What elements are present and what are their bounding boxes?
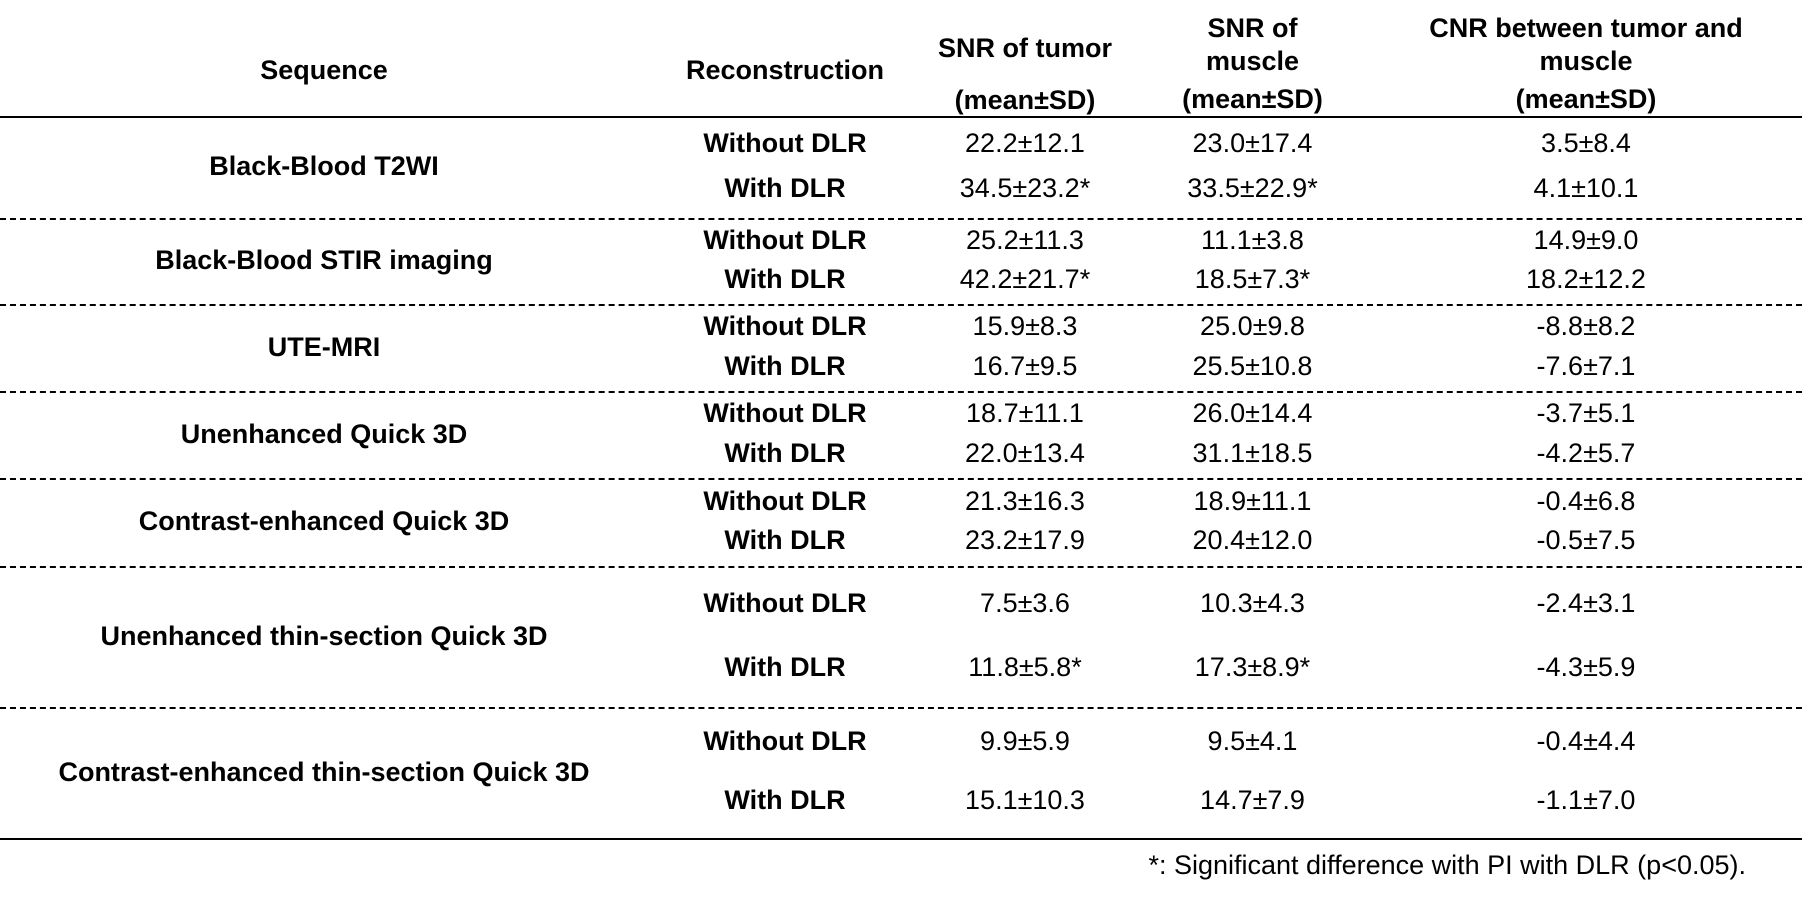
sequence-cell: Unenhanced Quick 3D — [180, 418, 468, 449]
reconstruction-cell: With DLR — [724, 437, 846, 468]
header-cnr-line2: muscle — [1539, 46, 1633, 76]
cnr-cell: -4.3±5.9 — [1536, 651, 1636, 682]
snr-muscle-cell: 18.9±11.1 — [1193, 485, 1312, 516]
header-cnr-line3: (mean±SD) — [1515, 84, 1657, 114]
snr-muscle-cell: 14.7±7.9 — [1200, 785, 1305, 816]
cnr-cell: 14.9±9.0 — [1533, 225, 1639, 256]
reconstruction-cell: Without DLR — [703, 311, 867, 342]
reconstruction-cell: Without DLR — [703, 485, 867, 516]
sequence-cell: Unenhanced thin-section Quick 3D — [100, 620, 548, 651]
header-snr-muscle-line1: SNR of — [1207, 13, 1298, 43]
snr-tumor-cell: 21.3±16.3 — [965, 485, 1085, 516]
snr-muscle-cell: 11.1±3.8 — [1201, 225, 1304, 256]
group-divider — [0, 566, 1802, 568]
snr-tumor-cell: 15.9±8.3 — [972, 311, 1078, 342]
cnr-cell: -0.4±4.4 — [1536, 726, 1636, 757]
reconstruction-cell: With DLR — [724, 525, 846, 556]
snr-tumor-cell: 9.9±5.9 — [980, 726, 1070, 757]
header-cnr — [1370, 12, 1802, 116]
snr-tumor-cell: 7.5±3.6 — [980, 588, 1070, 619]
sequence-cell: Black-Blood STIR imaging — [155, 245, 493, 275]
snr-muscle-cell: 26.0±14.4 — [1192, 398, 1313, 429]
group-divider — [0, 218, 1802, 220]
snr-tumor-cell: 11.8±5.8* — [968, 651, 1082, 682]
reconstruction-cell: With DLR — [724, 785, 846, 816]
cnr-cell: 18.2±12.2 — [1526, 263, 1646, 294]
cnr-cell: -8.8±8.2 — [1536, 311, 1636, 342]
bottom-rule — [0, 838, 1802, 840]
cnr-cell: 4.1±10.1 — [1533, 173, 1639, 204]
snr-tumor-cell: 18.7±11.1 — [966, 398, 1084, 429]
header-snr-muscle-line2: muscle — [1205, 46, 1300, 76]
snr-tumor-cell: 42.2±21.7* — [959, 263, 1091, 294]
cnr-cell: 3.5±8.4 — [1541, 127, 1631, 158]
reconstruction-cell: With DLR — [724, 263, 846, 294]
reconstruction-cell: Without DLR — [703, 726, 867, 757]
cnr-cell: -0.4±6.8 — [1536, 485, 1636, 516]
cnr-cell: -0.5±7.5 — [1536, 525, 1636, 556]
snr-muscle-cell: 25.0±9.8 — [1200, 311, 1305, 342]
cnr-cell: -2.4±3.1 — [1536, 588, 1636, 619]
header-sequence: Sequence — [260, 55, 388, 85]
reconstruction-cell: With DLR — [724, 350, 846, 381]
header-snr-tumor-line2: (mean±SD) — [954, 85, 1096, 115]
reconstruction-cell: Without DLR — [703, 225, 867, 256]
snr-muscle-cell: 23.0±17.4 — [1192, 127, 1313, 158]
header-snr-tumor — [915, 32, 1135, 117]
snr-tumor-cell: 23.2±17.9 — [965, 525, 1085, 556]
header-snr-tumor-line1: SNR of tumor — [938, 33, 1112, 63]
header-snr-muscle — [1135, 12, 1370, 116]
snr-muscle-cell: 17.3±8.9* — [1194, 651, 1311, 682]
snr-tumor-cell: 25.2±11.3 — [966, 225, 1084, 256]
snr-muscle-cell: 20.4±12.0 — [1192, 525, 1313, 556]
snr-muscle-cell: 25.5±10.8 — [1192, 350, 1313, 381]
reconstruction-cell: Without DLR — [703, 588, 867, 619]
cnr-cell: -1.1±7.0 — [1536, 785, 1636, 816]
snr-muscle-cell: 10.3±4.3 — [1200, 588, 1305, 619]
reconstruction-cell: With DLR — [724, 651, 846, 682]
snr-muscle-cell: 33.5±22.9* — [1187, 173, 1318, 204]
cnr-cell: -4.2±5.7 — [1536, 437, 1636, 468]
reconstruction-cell: Without DLR — [703, 398, 867, 429]
sequence-cell: Black-Blood T2WI — [209, 151, 439, 181]
snr-tumor-cell: 22.2±12.1 — [965, 127, 1085, 158]
snr-tumor-cell: 22.0±13.4 — [965, 437, 1085, 468]
header-cnr-line1: CNR between tumor and — [1429, 13, 1743, 43]
group-divider — [0, 391, 1802, 393]
group-divider — [0, 304, 1802, 306]
sequence-cell: Contrast-enhanced Quick 3D — [138, 506, 510, 536]
group-divider — [0, 478, 1802, 480]
footnote: *: Significant difference with PI with DLR (p<0.05). — [1148, 850, 1746, 880]
snr-tumor-cell: 15.1±10.3 — [965, 785, 1085, 816]
cnr-cell: -3.7±5.1 — [1536, 398, 1636, 429]
group-divider — [0, 707, 1802, 709]
snr-tumor-cell: 16.7±9.5 — [972, 350, 1078, 381]
snr-tumor-cell: 34.5±23.2* — [959, 173, 1091, 204]
sequence-cell: UTE-MRI — [267, 331, 381, 362]
header-snr-muscle-line3: (mean±SD) — [1182, 84, 1323, 114]
snr-muscle-cell: 9.5±4.1 — [1207, 726, 1298, 757]
reconstruction-cell: With DLR — [724, 173, 846, 204]
header-reconstruction: Reconstruction — [685, 55, 885, 85]
header-rule — [0, 116, 1802, 118]
snr-muscle-cell: 31.1±18.5 — [1192, 437, 1313, 468]
reconstruction-cell: Without DLR — [703, 127, 867, 158]
cnr-cell: -7.6±7.1 — [1536, 350, 1636, 381]
sequence-cell: Contrast-enhanced thin-section Quick 3D — [58, 756, 590, 787]
snr-muscle-cell: 18.5±7.3* — [1194, 263, 1311, 294]
